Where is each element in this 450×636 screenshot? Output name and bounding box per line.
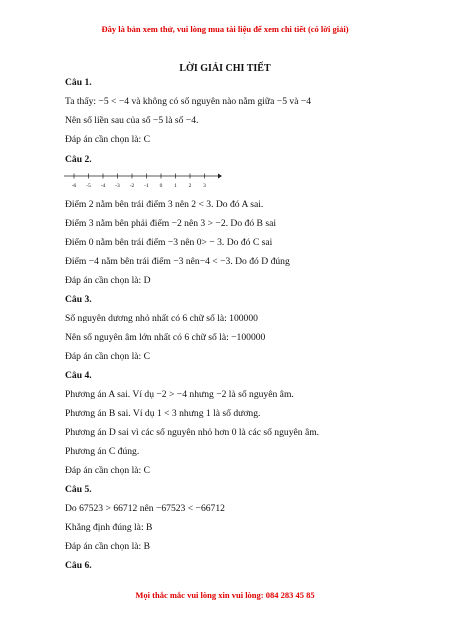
question-heading: Câu 3. — [65, 294, 92, 305]
solution-line: Phương án C đúng. — [65, 446, 140, 457]
solution-line: Đáp án cần chọn là: C — [65, 465, 150, 476]
question-heading: Câu 5. — [65, 484, 92, 495]
solution-line: Điểm 2 nằm bên trái điểm 3 nên 2 < 3. Do đó A sai. — [65, 199, 264, 210]
solution-line: Nên số nguyên âm lớn nhất có 6 chữ số là: −100000 — [65, 332, 266, 343]
solution-line: Do 67523 > 66712 nên −67523 < −66712 — [65, 503, 225, 514]
number-line-tick-label: 3 — [203, 183, 206, 189]
question-heading: Câu 4. — [65, 370, 92, 381]
solution-line: Đáp án cần chọn là: B — [65, 541, 150, 552]
number-line-tick-label: -5 — [86, 183, 91, 189]
solution-line: Nên số liền sau của số −5 là số −4. — [65, 115, 199, 126]
number-line-tick-label: 0 — [159, 183, 163, 189]
solution-line: Đáp án cần chọn là: D — [65, 275, 151, 286]
contact-banner: Mọi thắc mắc vui lòng xin vui lòng: 084 283 45 85 — [135, 590, 315, 600]
solution-line: Đáp án cần chọn là: C — [65, 351, 150, 362]
solution-line: Đáp án cần chọn là: C — [65, 134, 150, 145]
solution-line: Điểm 0 nằm bên trái điểm −3 nên 0> − 3. Do đó C sai — [65, 237, 273, 248]
number-line — [62, 170, 222, 192]
solution-line: Phương án B sai. Ví dụ 1 < 3 nhưng 1 là số dương. — [65, 408, 261, 419]
number-line-tick-label: -3 — [115, 183, 120, 189]
solution-line: Phương án A sai. Ví dụ −2 > −4 nhưng −2 là số nguyên âm. — [65, 389, 294, 400]
question-heading: Câu 1. — [65, 77, 92, 88]
question-heading: Câu 6. — [65, 560, 92, 571]
number-line-tick-label: -6 — [71, 183, 77, 189]
solution-line: Điểm 3 nằm bên phải điểm −2 nên 3 > −2. Do đó B sai — [65, 218, 277, 229]
preview-banner: Đây là bản xem thử, vui lòng mua tài liệu để xem chi tiết (có lời giải) — [101, 24, 349, 34]
number-line-tick-label: -4 — [100, 183, 106, 189]
number-line-tick-label: -2 — [129, 183, 135, 189]
number-line-tick-label: 2 — [188, 183, 192, 189]
question-heading: Câu 2. — [65, 154, 92, 165]
number-line-tick-label: 1 — [174, 183, 177, 189]
number-line-arrow — [218, 174, 222, 179]
solution-line: Khẳng định đúng là: B — [65, 522, 153, 533]
number-line-tick-label: -1 — [144, 183, 149, 189]
solution-line: Phương án D sai vì các số nguyên nhỏ hơn 0 là các số nguyên âm. — [65, 427, 320, 438]
solution-line: Ta thấy: −5 < −4 và không có số nguyên nào nằm giữa −5 và −4 — [65, 96, 312, 107]
solution-line: Số nguyên dương nhỏ nhất có 6 chữ số là: 100000 — [65, 313, 258, 324]
solution-line: Điểm −4 nằm bên trái điểm −3 nên−4 < −3. Do đó D đúng — [65, 256, 290, 267]
page-title: LỜI GIẢI CHI TIẾT — [179, 63, 271, 74]
